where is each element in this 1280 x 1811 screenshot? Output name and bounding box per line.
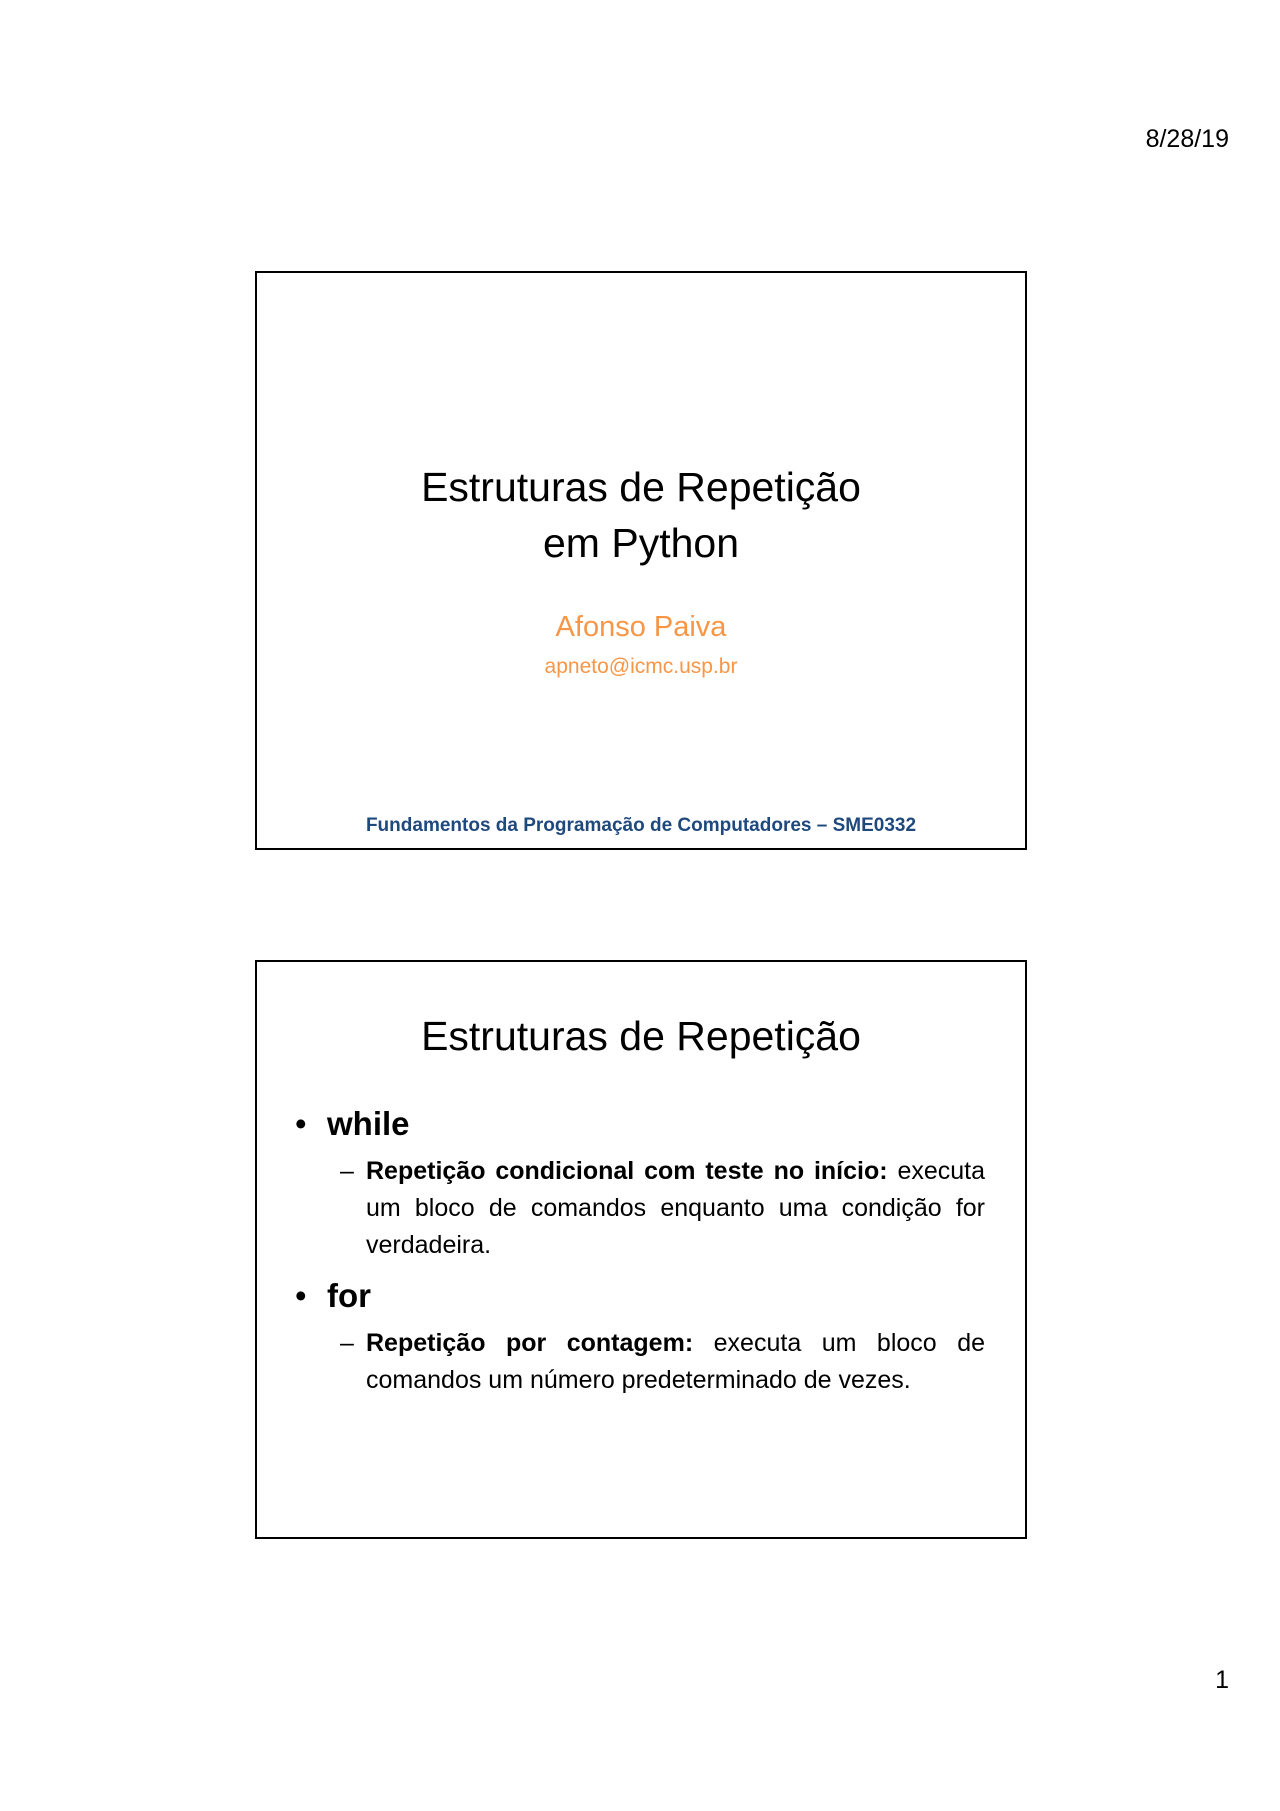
course-name: Fundamentos da Programação de Computadores – SME0332 (365, 815, 917, 836)
author-email: apneto@icmc.usp.br (544, 655, 738, 678)
sub-plain-text: executa um bloco de comandos enquanto uma condição for verdadeira. (366, 1157, 985, 1259)
sub-bold-text: Repetição por contagem: (366, 1329, 694, 1357)
sub-dash: – (340, 1329, 354, 1357)
sub-plain-text: executa um bloco de comandos um número predeterminado de vezes. (366, 1329, 985, 1394)
title-line-1: Estruturas de Repetição (421, 464, 861, 510)
bullet-label: for (327, 1277, 371, 1314)
author-name: Afonso Paiva (555, 611, 727, 643)
sub-text (340, 1325, 985, 1399)
slide-heading: Estruturas de Repetição (421, 1013, 861, 1059)
slide-title-heading (257, 459, 1025, 571)
bullet-symbol: • (295, 1105, 307, 1142)
sub-item-while (340, 1153, 985, 1264)
sub-item-for (340, 1325, 985, 1399)
bullet-symbol: • (295, 1277, 307, 1314)
sub-text (340, 1153, 985, 1264)
bullet-while (295, 1104, 410, 1144)
sub-dash: – (340, 1157, 354, 1185)
page-number: 1 (1215, 1666, 1229, 1694)
title-line-2: em Python (543, 520, 739, 566)
sub-bold-text: Repetição condicional com teste no início: (366, 1157, 888, 1185)
page-date: 8/28/19 (1145, 125, 1229, 153)
slide-repetition-structures (255, 960, 1027, 1539)
bullet-label: while (327, 1105, 410, 1142)
bullet-for (295, 1276, 371, 1316)
slide-title (255, 271, 1027, 850)
